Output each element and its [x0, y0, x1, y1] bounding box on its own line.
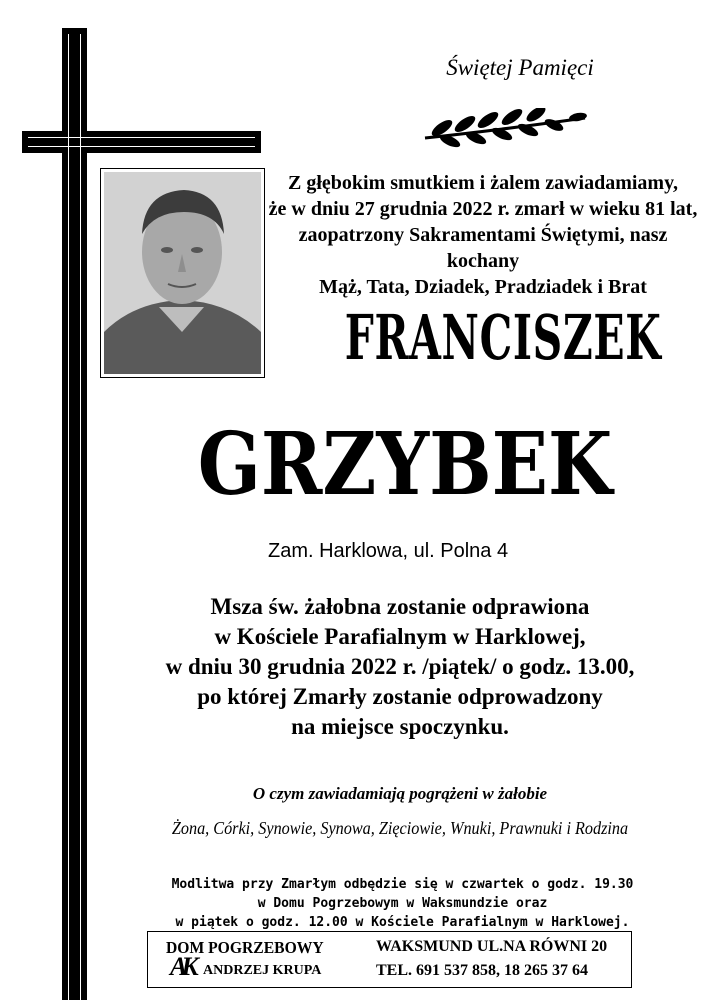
intro-line: że w dniu 27 grudnia 2022 r. zmarł w wieku 81 lat,	[268, 198, 698, 220]
funeral-home-owner: ANDRZEJ KRUPA	[203, 963, 322, 978]
intro-text	[268, 170, 698, 300]
prayer-announcement	[100, 875, 705, 932]
prayer-line: Modlitwa przy Zmarłym odbędzie się w czwartek o godz. 19.30	[171, 877, 634, 892]
mass-line: w dniu 30 grudnia 2022 r. /piątek/ o godz. 13.00,	[165, 654, 635, 679]
cross-vertical-inlay	[68, 34, 81, 1000]
mass-line: Msza św. żałobna zostanie odprawiona	[210, 594, 590, 619]
deceased-first-name: FRANCISZEK	[344, 301, 662, 374]
portrait-photo	[104, 172, 261, 374]
header-title: Świętej Pamięci	[446, 55, 594, 80]
mourners-notice: O czym zawiadamiają pogrążeni w żałobie	[252, 784, 548, 803]
mass-line: na miejsce spoczynku.	[291, 714, 509, 739]
intro-line: Mąż, Tata, Dziadek, Pradziadek i Brat	[319, 276, 647, 298]
funeral-home-name: DOM POGRZEBOWY	[166, 938, 324, 957]
intro-line: zaopatrzony Sakramentami Świętymi, nasz kochany	[298, 224, 668, 272]
funeral-home-phone: TEL. 691 537 858, 18 265 37 64	[376, 962, 589, 979]
mass-line: w Kościele Parafialnym w Harklowej,	[214, 624, 586, 649]
funeral-home-logo: AK	[170, 952, 193, 981]
mass-announcement	[100, 592, 700, 742]
cross-horizontal-inlay	[28, 137, 255, 147]
prayer-line: w Domu Pogrzebowym w Waksmundzie oraz	[257, 896, 548, 911]
family-list: Żona, Córki, Synowie, Synowa, Zięciowie, Wnuki, Prawnuki i Rodzina	[171, 818, 629, 838]
mass-line: po której Zmarły zostanie odprowadzony	[197, 684, 603, 709]
deceased-last-name: GRZYBEK	[197, 414, 613, 515]
funeral-home-address: WAKSMUND UL.NA RÓWNI 20	[376, 938, 608, 955]
prayer-line: w piątek o godz. 12.00 w Kościele Parafialnym w Harklowej.	[175, 915, 630, 930]
intro-line: Z głębokim smutkiem i żalem zawiadamiamy,	[288, 172, 678, 194]
residence-address: Zam. Harklowa, ul. Polna 4	[268, 540, 509, 562]
olive-branch-icon	[420, 108, 590, 148]
